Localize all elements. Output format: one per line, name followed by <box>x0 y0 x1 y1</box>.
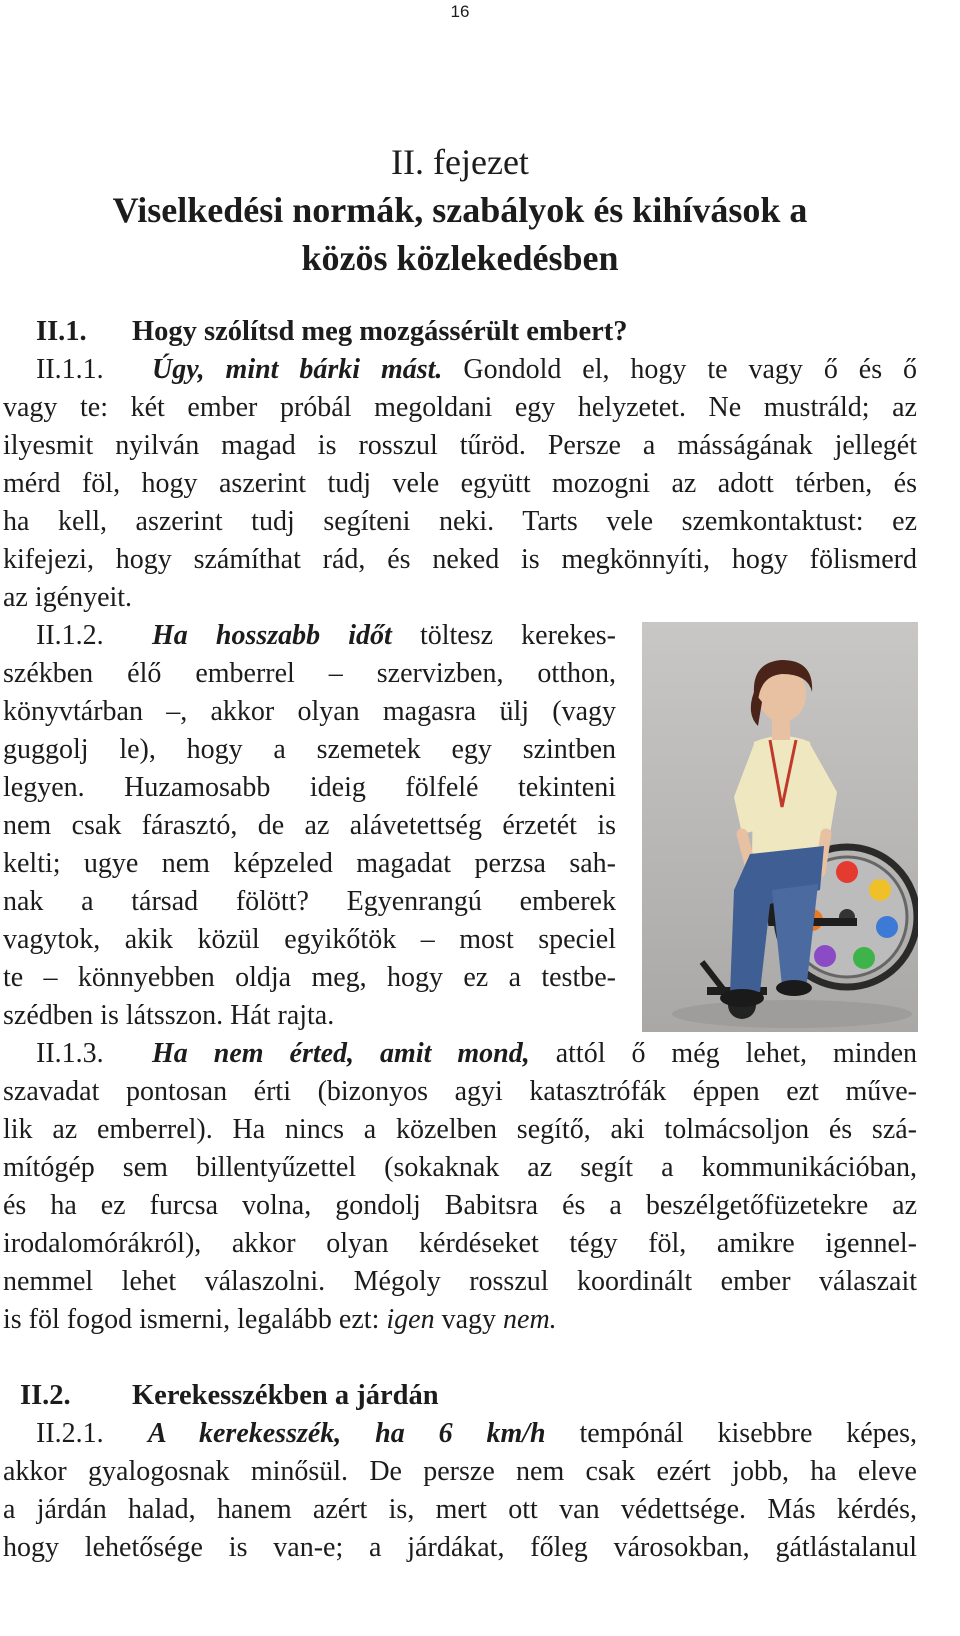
para-lead: A kerekesszék, ha 6 km/h <box>148 1418 546 1449</box>
paragraph-ii-2-1-line-2: a járdán halad, hanem azért is, mert ott van védettsége. Más kérdés, <box>3 1494 917 1525</box>
para-lead: Úgy, mint bárki mást. <box>152 354 443 385</box>
chapter-label: II. fejezet <box>391 142 529 182</box>
paragraph-ii-1-2-line-0: II.1.2. Ha hosszabb időt töltesz kerekes- <box>36 616 616 656</box>
paragraph-ii-1-3-line-6: nemmel lehet válaszolni. Mégoly rosszul koordinált ember válaszait <box>3 1266 917 1297</box>
paragraph-ii-1-2-line-1: székben élő emberrel – szervizben, otthon, <box>3 658 616 689</box>
paragraph-ii-1-2-line-2: könyvtárban –, akkor olyan magasra ülj (vagy <box>3 696 616 727</box>
section-heading-ii-2 <box>20 1376 934 1416</box>
paragraph-ii-1-3-line-7: is föl fogod ismerni, legalább ezt: igen vagy nem. <box>3 1304 557 1335</box>
section-heading-ii-1 <box>36 312 950 352</box>
paragraph-ii-1-2-line-7: nak a társad fölött? Egyenrangú emberek <box>3 886 616 917</box>
paragraph-ii-1-1-line-4: ha kell, aszerint tudj segíteni neki. Tarts vele szemkontaktust: ez <box>3 506 917 537</box>
wheelchair-user-illustration <box>642 622 918 1032</box>
section-title: Kerekesszékben a járdán <box>132 1380 439 1411</box>
para-number: II.2.1. <box>36 1418 104 1449</box>
chapter-heading <box>0 138 920 282</box>
para-lead: Ha nem érted, amit mond, <box>152 1038 530 1069</box>
paragraph-ii-1-2-line-6: kelti; ugye nem képzeled magadat perzsa sah- <box>3 848 616 879</box>
paragraph-ii-1-1-line-6: az igényeit. <box>3 582 133 613</box>
section-number: II.1. <box>36 316 87 347</box>
paragraph-ii-1-2-line-10: szédben is látsszon. Hát rajta. <box>3 1000 335 1031</box>
chapter-title-line-2: közös közlekedésben <box>301 238 619 278</box>
answer-yes: igen <box>386 1304 435 1335</box>
para-number: II.1.1. <box>36 354 104 385</box>
answer-no: nem. <box>503 1304 557 1335</box>
paragraph-ii-1-1-line-5: kifejezi, hogy számíthat rád, és neked is megkönnyíti, hogy fölismerd <box>3 544 917 575</box>
paragraph-ii-1-1-line-3: mérd föl, hogy aszerint tudj vele együtt mozogni az adott térben, és <box>3 468 917 499</box>
page-number: 16 <box>450 2 470 21</box>
paragraph-ii-1-3-line-4: és ha ez furcsa volna, gondolj Babitsra és a beszélgetőfüzetekre az <box>3 1190 917 1221</box>
chapter-title-line-1: Viselkedési normák, szabályok és kihívások a <box>112 190 808 230</box>
wheelchair-user-photo <box>642 622 918 1032</box>
paragraph-ii-1-2-line-4: legyen. Huzamosabb ideig fölfelé tekinteni <box>3 772 616 803</box>
paragraph-ii-1-2-line-8: vagytok, akik közül egyikőtök – most speciel <box>3 924 616 955</box>
paragraph-ii-2-1-line-3: hogy lehetősége is van-e; a járdákat, főleg városokban, gátlástalanul <box>3 1532 917 1563</box>
section-number: II.2. <box>20 1380 71 1411</box>
paragraph-ii-1-1-line-2: ilyesmit nyilván magad is rosszul tűröd. Persze a másságának jellegét <box>3 430 917 461</box>
paragraph-ii-1-3-line-3: mítógép sem billentyűzettel (sokaknak az segít a kommunikációban, <box>3 1152 917 1183</box>
paragraph-ii-2-1-line-0: II.2.1. A kerekesszék, ha 6 km/h tempónál kisebbre képes, <box>36 1414 917 1454</box>
para-number: II.1.2. <box>36 620 104 651</box>
paragraph-ii-1-2-line-9: te – könnyebben oldja meg, hogy ez a testbe- <box>3 962 616 993</box>
para-number: II.1.3. <box>36 1038 104 1069</box>
section-title: Hogy szólítsd meg mozgássérült embert? <box>132 316 628 347</box>
paragraph-ii-1-2-line-3: guggolj le), hogy a szemetek egy szintben <box>3 734 616 765</box>
para-lead: Ha hosszabb időt <box>152 620 392 651</box>
paragraph-ii-1-2-line-5: nem csak fárasztó, de az alávetettség érzetét is <box>3 810 616 841</box>
paragraph-ii-1-3-line-2: lik az emberrel). Ha nincs a közelben segítő, aki tolmácsoljon és szá- <box>3 1114 917 1145</box>
paragraph-ii-1-3-line-1: szavadat pontosan érti (bizonyos agyi katasztrófák éppen ezt műve- <box>3 1076 917 1107</box>
paragraph-ii-1-1-line-1: vagy te: két ember próbál megoldani egy helyzetet. Ne mustráld; az <box>3 392 917 423</box>
paragraph-ii-1-3-line-0: II.1.3. Ha nem érted, amit mond, attól ő még lehet, minden <box>36 1034 917 1074</box>
paragraph-ii-2-1-line-1: akkor gyalogosnak minősül. De persze nem csak ezért jobb, ha eleve <box>3 1456 917 1487</box>
paragraph-ii-1-3-line-5: irodalomórákról), akkor olyan kérdéseket tégy föl, amikre igennel- <box>3 1228 917 1259</box>
paragraph-ii-1-1-line-0: II.1.1. Úgy, mint bárki mást. Gondold el, hogy te vagy ő és ő <box>36 350 917 390</box>
